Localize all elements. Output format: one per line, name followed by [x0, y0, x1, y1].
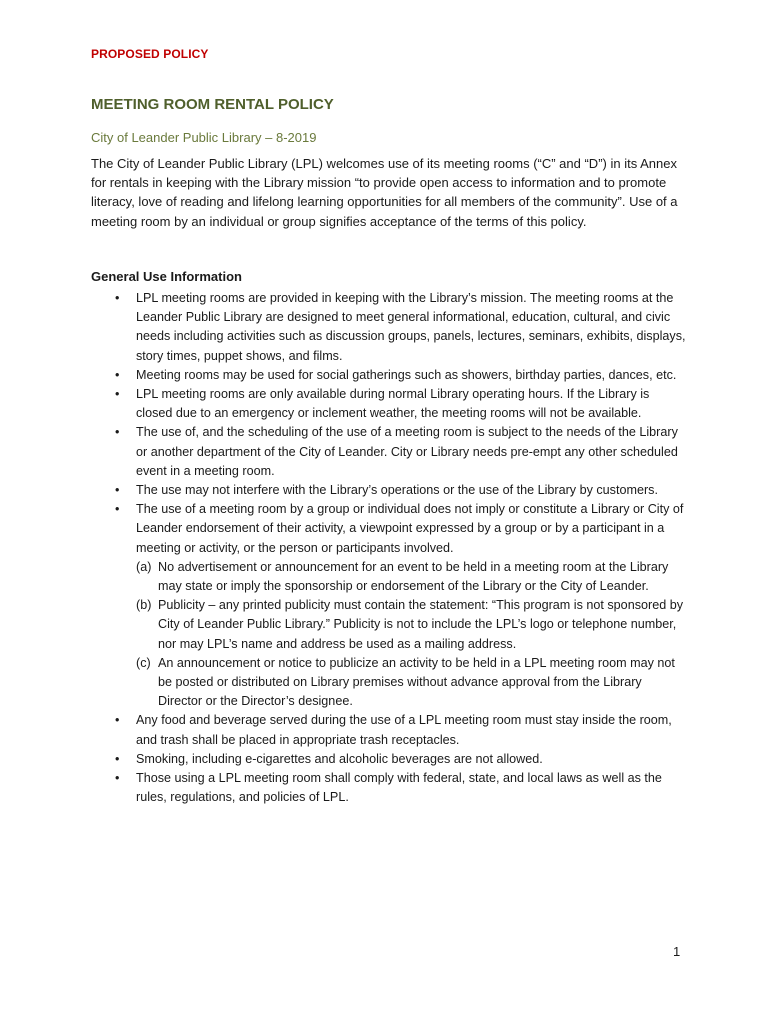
list-item: [91, 500, 687, 711]
sub-list-item: [136, 654, 687, 712]
page-title: MEETING ROOM RENTAL POLICY: [91, 96, 334, 113]
list-item: [91, 366, 687, 385]
list-item-text: Smoking, including e-cigarettes and alcoholic beverages are not allowed.: [136, 751, 543, 766]
list-item: [91, 769, 687, 807]
proposed-policy-label: PROPOSED POLICY: [91, 47, 209, 61]
page-number: 1: [673, 944, 681, 959]
list-item-text: LPL meeting rooms are provided in keeping with the Library’s mission. The meeting rooms at the Leander Public Library are designed to meet general informational, education, cultural, and civic needs including activities such as discussion groups, panels, lectures, seminars, exhibits, displays, story times, puppet shows, and films.: [136, 291, 686, 363]
list-item: [91, 289, 687, 366]
list-item: [91, 750, 687, 769]
list-item-text: LPL meeting rooms are only available during normal Library operating hours. If the Library is closed due to an emergency or inclement weather, the meeting rooms will not be available.: [136, 387, 650, 421]
sub-list: [136, 558, 687, 712]
list-item-text: Meeting rooms may be used for social gatherings such as showers, birthday parties, dances, etc.: [136, 367, 677, 382]
sub-item-text: No advertisement or announcement for an event to be held in a meeting room at the Library may state or imply the sponsorship or endorsement of the Library or the City of Leander.: [158, 559, 669, 594]
list-item-text: The use may not interfere with the Library’s operations or the use of the Library by customers.: [136, 483, 658, 498]
list-item: [91, 385, 687, 423]
intro-paragraph: The City of Leander Public Library (LPL) welcomes use of its meeting rooms (“C” and “D”) in its Annex for rentals in keeping with the Library mission “to provide open access to information and to promote literacy, love of reading and lifelong learning opportunities for all members of the community”. Use of a meeting room by an individual or group signifies acceptance of the terms of this policy.: [91, 156, 678, 229]
sub-list-item: [136, 558, 687, 596]
list-item: [91, 423, 687, 481]
general-use-list: [91, 289, 687, 807]
sub-list-item: [136, 596, 687, 654]
sub-item-marker: (a): [136, 559, 152, 574]
sub-item-marker: (c): [136, 655, 151, 670]
list-item-text: Any food and beverage served during the use of a LPL meeting room must stay inside the room, and trash shall be placed in appropriate trash receptacles.: [136, 713, 672, 747]
list-item: [91, 711, 687, 749]
sub-item-text: Publicity – any printed publicity must contain the statement: “This program is not sponsored by City of Leander Public Library.” Publicity is not to include the LPL’s logo or telephone number, nor may LPL’s name and address be used as a mailing address.: [158, 598, 683, 651]
list-item-text: Those using a LPL meeting room shall comply with federal, state, and local laws as well as the rules, regulations, and policies of LPL.: [136, 771, 662, 805]
list-item-text: The use of, and the scheduling of the use of a meeting room is subject to the needs of the Library or another department of the City of Leander. City or Library needs pre-empt any other scheduled event in a meeting room.: [136, 425, 678, 478]
section-heading: General Use Information: [91, 269, 242, 284]
sub-item-marker: (b): [136, 598, 152, 613]
list-item-text: The use of a meeting room by a group or individual does not imply or constitute a Library or City of Leander endorsement of their activity, a viewpoint expressed by a group or by a participant in a meeting or activity, or the person or participants involved.: [136, 502, 684, 555]
document-subtitle: City of Leander Public Library – 8-2019: [91, 130, 317, 145]
sub-item-text: An announcement or notice to publicize an activity to be held in a LPL meeting room may not be posted or distributed on Library premises without advance approval from the Library Director or the Director’s designee.: [158, 655, 675, 709]
list-item: [91, 481, 687, 500]
